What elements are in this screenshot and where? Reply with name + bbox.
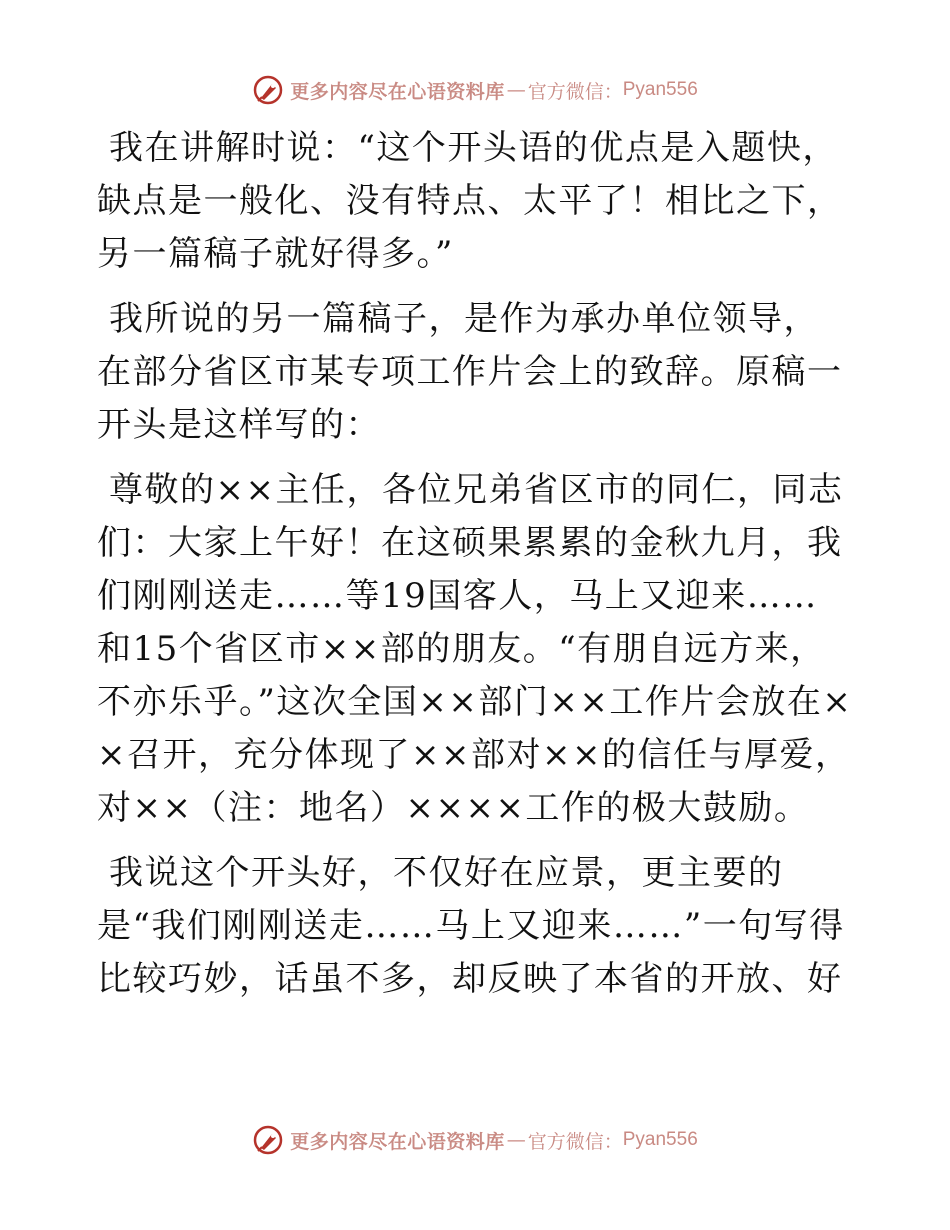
- banner-wechat-label: 官方微信：: [527, 1130, 623, 1153]
- banner-wechat-label: 官方微信：: [527, 80, 623, 103]
- banner-text: 更多内容尽在心语资料库: [290, 1130, 505, 1153]
- banner-wechat-id: Pyan556: [622, 1129, 698, 1150]
- pen-nib-logo-icon: [252, 1124, 284, 1156]
- banner-wechat-id: Pyan556: [622, 79, 698, 100]
- paragraph-4: 我说这个开头好，不仅好在应景，更主要的是“我们刚刚送走……马上又迎来……”一句写得比较巧妙，话虽不多，却反映了本省的开放、好: [97, 853, 845, 999]
- document-body: [97, 122, 853, 1018]
- header-watermark-banner: [0, 70, 950, 110]
- banner-dash: —: [506, 1129, 526, 1151]
- paragraph-1: 我在讲解时说：“这个开头语的优点是入题快，缺点是一般化、没有特点、太平了！相比之下，另一篇稿子就好得多。”: [97, 128, 843, 274]
- paragraph-3: 尊敬的××主任，各位兄弟省区市的同仁，同志们：大家上午好！在这硕果累累的金秋九月，我们刚刚送走……等19国客人，马上又迎来……和15个省区市××部的朋友。“有朋自远方来，不亦乐乎。”这次全国××部门××工作片会放在××召开，充分体现了××部对××的信任与厚爱，对××（注：地名）××××工作的极大鼓励。: [97, 470, 853, 828]
- banner-dash: —: [506, 79, 526, 101]
- pen-nib-logo-icon: [252, 74, 284, 106]
- paragraph-2: 我所说的另一篇稿子，是作为承办单位领导，在部分省区市某专项工作片会上的致辞。原稿一开头是这样写的：: [97, 299, 843, 445]
- banner-text: 更多内容尽在心语资料库: [290, 80, 505, 103]
- footer-watermark-banner: [0, 1120, 950, 1160]
